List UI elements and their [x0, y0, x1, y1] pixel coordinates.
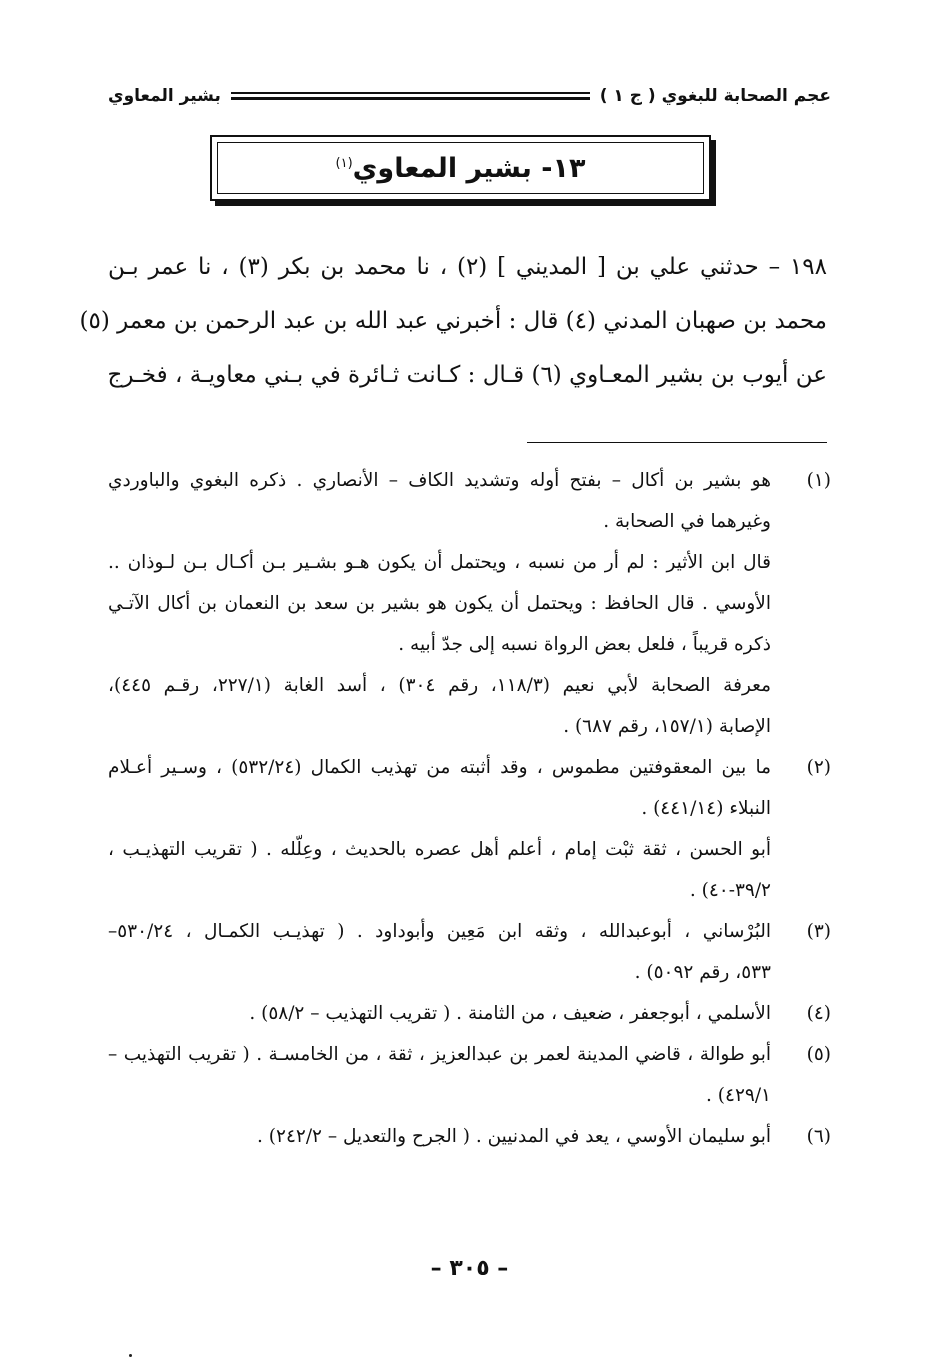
- footnote-line: الإصابة (١٥٧/١، رقم ٦٨٧) .: [563, 716, 771, 737]
- footnote-line: ٤٢٩/١) .: [706, 1085, 771, 1106]
- footnote-line: معرفة الصحابة لأبي نعيم (١١٨/٣، رقم ٣٠٤) ، أسد الغابة (٢٢٧/١، رقـم ٤٤٥)،: [108, 675, 771, 696]
- footnote-line: وغيرهما في الصحابة .: [603, 511, 771, 532]
- scan-speck: [129, 1354, 132, 1357]
- running-header: [108, 82, 831, 110]
- footnote-text: [108, 1116, 783, 1157]
- footnote-text: [108, 1034, 783, 1116]
- entry-title-box: [210, 135, 711, 201]
- footnote-line: الأوسي . قال الحافظ : ويحتمل أن يكون هو بشير بن سعد بن النعمان بن أكال الآتـي: [108, 593, 771, 614]
- header-section-title: بشير المعاوي: [108, 86, 221, 106]
- main-text-line: عن أيوب بن بشير المعـاوي (٦) قـال : كـانت ثـائرة في بـني معاويـة ، فخـرج: [107, 362, 827, 388]
- footnote-number: (٥): [806, 1044, 831, 1065]
- footnote-2: [108, 747, 831, 911]
- footnote-line: أبو سليمان الأوسي ، يعد في المدنيين . ( الجرح والتعديل – ٢٤٢/٢) .: [257, 1126, 771, 1147]
- footnote-4: [108, 993, 831, 1034]
- footnote-5: [108, 1034, 831, 1116]
- footnote-number: (٢): [806, 757, 831, 778]
- footnote-line: أبو طوالة ، قاضي المدينة لعمر بن عبدالعزيز ، ثقة ، من الخامسـة . ( تقريب التهذيب –: [108, 1044, 771, 1065]
- footnote-text: [108, 460, 783, 747]
- footnote-number: (٦): [806, 1126, 831, 1147]
- main-text: [79, 240, 827, 402]
- footnotes: [108, 460, 831, 1157]
- footnote-line: هو بشير بن أكال – بفتح أوله وتشديد الكاف – الأنصاري . ذكره البغوي والباوردي: [108, 470, 771, 491]
- entry-title-text: ١٣- بشير المعاوي: [352, 152, 586, 184]
- header-double-rule: [231, 92, 590, 100]
- entry-title-footnote-ref: (١): [335, 155, 353, 171]
- footnote-line: ذكره قريباً ، فلعل بعض الرواة نسبه إلى جدّ أبيه .: [398, 634, 771, 655]
- main-text-line: محمد بن صهبان المدني (٤) قال : أخبرني عبد الله بن عبد الرحمن بن معمر (٥): [79, 308, 827, 334]
- footnote-line: البُرْساني ، أبوعبدالله ، وثقه ابن مَعِين وأبوداود . ( تهذيـب الكمـال ، ٥٣٠/٢٤–: [108, 921, 771, 942]
- footnote-line: ٣٩/٢-٤٠) .: [689, 880, 771, 901]
- footnote-3: [108, 911, 831, 993]
- footnote-text: [108, 911, 783, 993]
- main-text-line: ١٩٨ – حدثني علي بن [ المديني ] (٢) ، نا محمد بن بكر (٣) ، نا عمر بـن: [108, 254, 827, 280]
- header-book-title: عجم الصحابة للبغوي ( ج ١ ): [599, 86, 831, 106]
- entry-title: [336, 153, 586, 184]
- footnote-separator: [527, 442, 827, 443]
- footnote-text: [108, 747, 783, 911]
- footnote-number: (٣): [806, 921, 831, 942]
- footnote-line: أبو الحسن ، ثقة ثبْت إمام ، أعلم أهل عصره بالحديث ، وعِلّله . ( تقريب التهذيـب ،: [108, 839, 771, 860]
- footnote-number: (٤): [806, 1003, 831, 1024]
- footnote-line: ٥٣٣، رقم ٥٠٩٢) .: [634, 962, 771, 983]
- footnote-number: (١): [806, 470, 831, 491]
- footnote-6: [108, 1116, 831, 1157]
- footnote-line: ما بين المعقوفتين مطموس ، وقد أثبته من تهذيب الكمال (٥٣٢/٢٤) ، وسـير أعـلام: [108, 757, 771, 778]
- page-number: – ٣٠٥ –: [430, 1256, 509, 1281]
- footnote-line: قال ابن الأثير : لم أر من نسبه ، ويحتمل أن يكون هـو بشـير بـن أكـال بـن لـوذان ..: [108, 552, 771, 573]
- footnote-line: الأسلمي ، أبوجعفر ، ضعيف ، من الثامنة . ( تقريب التهذيب – ٥٨/٢) .: [249, 1003, 771, 1024]
- footnote-text: [108, 993, 783, 1034]
- footnote-1: [108, 460, 831, 747]
- footnote-line: النبلاء (٤٤١/١٤) .: [641, 798, 771, 819]
